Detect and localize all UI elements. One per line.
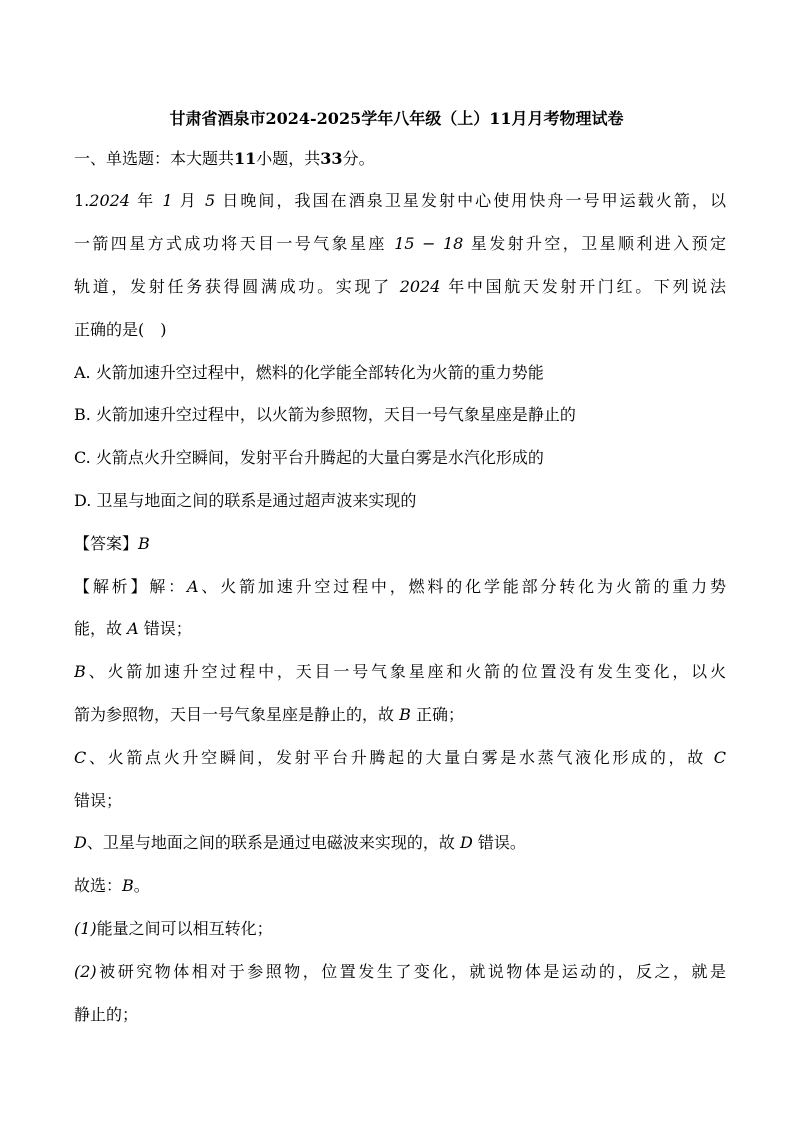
analysis-text: 错误； xyxy=(143,619,192,638)
analysis-text: 、卫星与地面之间的联系是通过电磁波来实现的，故 xyxy=(86,833,455,852)
stem-text: 星发射升空，卫星顺利进入预定 xyxy=(470,234,726,253)
analysis-line-5 xyxy=(74,748,726,770)
option-ref: D xyxy=(459,833,473,852)
question-stem-line-1 xyxy=(74,191,726,213)
stem-text: 年中国航天发射开门红。下列说法 xyxy=(448,277,726,296)
option-ref: B xyxy=(399,705,411,724)
analysis-text: 正确； xyxy=(415,705,464,724)
analysis-text: 箭为参照物，天目一号气象星座是静止的，故 xyxy=(74,705,395,724)
analysis-line-9 xyxy=(74,919,726,939)
section-heading xyxy=(74,149,726,169)
analysis-label: 【解析】 xyxy=(74,577,150,596)
point-number: (1) xyxy=(74,919,97,938)
answer-value: B xyxy=(138,534,150,553)
stem-year: 2024 xyxy=(399,277,441,296)
option-d: D. 卫星与地面之间的联系是通过超声波来实现的 xyxy=(74,491,417,510)
stem-text: 轨道，发射任务获得圆满成功。实现了 xyxy=(74,277,392,296)
stem-text: 日晚间，我国在酒泉卫星发射中心使用快舟一号甲运载火箭，以 xyxy=(222,191,726,210)
option-ref: C xyxy=(713,748,726,767)
analysis-line-4 xyxy=(74,705,726,725)
analysis-line-11: 静止的； xyxy=(74,1005,139,1024)
stem-text: 年 xyxy=(137,191,156,210)
analysis-line-10 xyxy=(74,962,726,984)
stem-text: 月 xyxy=(179,191,198,210)
question-stem-line-3 xyxy=(74,277,726,299)
point-number: (2) xyxy=(74,962,97,981)
section-prefix: 一、单选题：本大题共 xyxy=(74,149,235,168)
option-ref: C xyxy=(74,748,87,767)
analysis-line-6: 错误； xyxy=(74,791,123,810)
analysis-text: 解： xyxy=(149,577,188,596)
analysis-text: 、火箭点火升空瞬间，发射平台升腾起的大量白雾是水蒸气液化形成的，故 xyxy=(86,748,706,767)
total-score: 33 xyxy=(320,149,343,168)
option-b: B. 火箭加速升空过程中，以火箭为参照物，天目一号气象星座是静止的 xyxy=(74,405,576,424)
option-c: C. 火箭点火升空瞬间，发射平台升腾起的大量白雾是水汽化形成的 xyxy=(74,448,544,467)
analysis-text: 能量之间可以相互转化； xyxy=(96,919,273,938)
analysis-text: 、火箭加速升空过程中，天目一号气象星座和火箭的位置没有发生变化，以火 xyxy=(85,662,726,681)
stem-text: 一箭四星方式成功将天目一号气象星座 xyxy=(74,234,387,253)
analysis-text: 、火箭加速升空过程中，燃料的化学能部分转化为火箭的重力势 xyxy=(198,577,726,596)
analysis-text: 。 xyxy=(133,876,150,895)
question-stem-line-2 xyxy=(74,234,726,256)
option-ref: B xyxy=(122,876,134,895)
analysis-line-2 xyxy=(74,619,726,639)
stem-year: 2024 xyxy=(89,191,130,210)
answer-label: 【答案】 xyxy=(74,534,139,553)
analysis-text: 故选： xyxy=(74,876,123,895)
section-mid: 小题，共 xyxy=(256,149,321,168)
stem-range: 15 − 18 xyxy=(394,234,464,253)
analysis-line-8 xyxy=(74,876,726,896)
section-suffix: 分。 xyxy=(342,149,375,168)
stem-day: 5 xyxy=(204,191,216,210)
page-title: 甘肃省酒泉市2024-2025学年八年级（上）11月月考物理试卷 xyxy=(169,109,624,128)
option-a: A. 火箭加速升空过程中，燃料的化学能全部转化为火箭的重力势能 xyxy=(74,363,544,382)
stem-month: 1 xyxy=(162,191,173,210)
analysis-line-3 xyxy=(74,662,726,684)
analysis-line-1 xyxy=(74,577,726,599)
analysis-text: 错误。 xyxy=(477,833,526,852)
option-ref: A xyxy=(187,577,199,596)
analysis-text: 被研究物体相对于参照物，位置发生了变化，就说物体是运动的，反之，就是 xyxy=(96,962,726,981)
analysis-text: 能，故 xyxy=(74,619,123,638)
analysis-line-7 xyxy=(74,833,726,853)
option-ref: B xyxy=(74,662,86,681)
option-ref: A xyxy=(127,619,139,638)
question-stem-line-4: 正确的是( ) xyxy=(74,320,167,339)
answer-line xyxy=(74,534,726,554)
question-number: 1. xyxy=(74,191,90,210)
option-ref: D xyxy=(74,833,87,852)
question-count: 11 xyxy=(234,149,257,168)
